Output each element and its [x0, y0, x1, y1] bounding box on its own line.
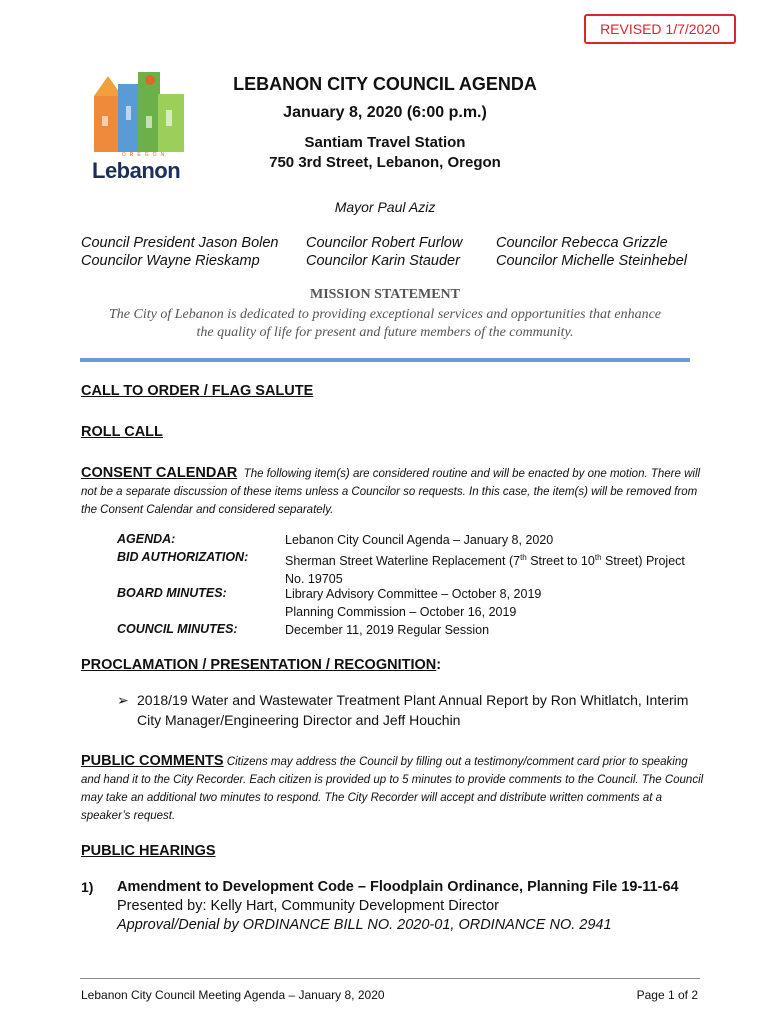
consent-calendar	[81, 464, 711, 519]
section-public-hearings: PUBLIC HEARINGS	[81, 843, 216, 859]
consent-value-board	[285, 585, 541, 621]
proclamation-colon: :	[436, 657, 442, 673]
council-member: Council President Jason Bolen	[81, 235, 279, 251]
consent-text: the Consent Calendar and considered separately.	[81, 504, 334, 516]
meeting-venue: Santiam Travel Station	[304, 134, 466, 151]
header-divider	[80, 358, 690, 362]
mayor-name: Mayor Paul Aziz	[334, 199, 436, 215]
bid-text: Street) Project	[601, 554, 685, 569]
council-member: Councilor Robert Furlow	[306, 235, 463, 251]
page-number: Page 1 of 2	[636, 988, 698, 1002]
logo-wordmark: Lebanon	[92, 158, 181, 183]
meeting-date: January 8, 2020 (6:00 p.m.)	[283, 104, 487, 121]
hearing-approval: Approval/Denial by ORDINANCE BILL NO. 2020-01, ORDINANCE NO. 2941	[117, 917, 612, 933]
proclamation-item	[137, 690, 737, 730]
bid-text: Sherman Street Waterline Replacement (7	[285, 554, 521, 569]
section-consent-calendar: CONSENT CALENDAR	[81, 465, 238, 481]
council-member: Councilor Rebecca Grizzle	[496, 235, 668, 251]
public-comments	[81, 752, 713, 825]
proclamation-line: 2018/19 Water and Wastewater Treatment Plant Annual Report by Ron Whitlatch, Interim	[137, 692, 689, 708]
hearing-item	[117, 878, 679, 935]
consent-label-council: COUNCIL MINUTES:	[117, 622, 238, 636]
meeting-address: 750 3rd Street, Lebanon, Oregon	[269, 154, 501, 171]
bid-text: No. 19705	[285, 572, 343, 587]
bid-sup: th	[594, 553, 602, 562]
bid-text: Street to 10	[526, 554, 595, 569]
mission-line: The City of Lebanon is dedicated to providing exceptional services and opportunities that enhance	[109, 307, 661, 322]
consent-label-bid: BID AUTHORIZATION:	[117, 550, 249, 564]
public-comments-text: speaker’s request.	[81, 810, 176, 822]
council-member: Councilor Wayne Rieskamp	[81, 253, 260, 269]
mission-statement	[0, 306, 770, 342]
proclamation-line: City Manager/Engineering Director and Jeff Houchin	[137, 712, 461, 728]
hearing-title: Amendment to Development Code – Floodplain Ordinance, Planning File 19-11-64	[117, 879, 679, 895]
mission-heading: MISSION STATEMENT	[309, 287, 460, 302]
consent-label-agenda: AGENDA:	[117, 532, 176, 546]
section-proclamation	[81, 657, 441, 673]
board-minutes-item: Library Advisory Committee – October 8, 2019	[285, 587, 542, 601]
consent-value-agenda: Lebanon City Council Agenda – January 8, 2020	[285, 533, 554, 547]
mission-line: the quality of life for present and future members of the community.	[196, 325, 574, 340]
consent-value-bid	[285, 549, 705, 588]
proclamation-heading: PROCLAMATION / PRESENTATION / RECOGNITION	[81, 657, 437, 673]
consent-value-council: December 11, 2019 Regular Session	[285, 623, 490, 637]
council-member: Councilor Karin Stauder	[306, 253, 460, 269]
board-minutes-item: Planning Commission – October 16, 2019	[285, 605, 517, 619]
consent-label-board: BOARD MINUTES:	[117, 586, 227, 600]
bid-sup: th	[520, 553, 527, 562]
council-column-3	[496, 234, 687, 270]
logo-tagline: OREGON	[121, 152, 169, 158]
footer-title: Lebanon City Council Meeting Agenda – January 8, 2020	[81, 988, 385, 1002]
bullet-icon: ➢	[117, 692, 129, 708]
public-comments-text: Citizens may address the Council by filling out a testimony/comment card prior to speaking	[226, 756, 688, 768]
revised-stamp: REVISED 1/7/2020	[584, 14, 736, 44]
hearing-presenter: Presented by: Kelly Hart, Community Development Director	[117, 898, 499, 914]
footer-divider	[80, 978, 700, 979]
public-comments-text: and hand it to the City Recorder. Each citizen is provided up to 5 minutes to provide comments to the Council. The Council	[81, 774, 704, 786]
section-roll-call: ROLL CALL	[81, 424, 163, 440]
public-comments-text: may take an additional two minutes to respond. The City Recorder will accept and distribute written comments at a	[81, 792, 663, 804]
consent-text: The following item(s) are considered routine and will be enacted by one motion. There will	[243, 468, 701, 480]
hearing-number: 1)	[81, 879, 94, 895]
consent-text: not be a separate discussion of these items unless a Councilor so requests. In this case, the item(s) will be removed from	[81, 486, 698, 498]
council-member: Councilor Michelle Steinhebel	[496, 253, 688, 269]
page-title: LEBANON CITY COUNCIL AGENDA	[233, 74, 537, 94]
council-column-2	[306, 234, 462, 270]
section-public-comments: PUBLIC COMMENTS	[81, 753, 224, 769]
council-column-1	[81, 234, 278, 270]
section-call-to-order: CALL TO ORDER / FLAG SALUTE	[81, 383, 314, 399]
